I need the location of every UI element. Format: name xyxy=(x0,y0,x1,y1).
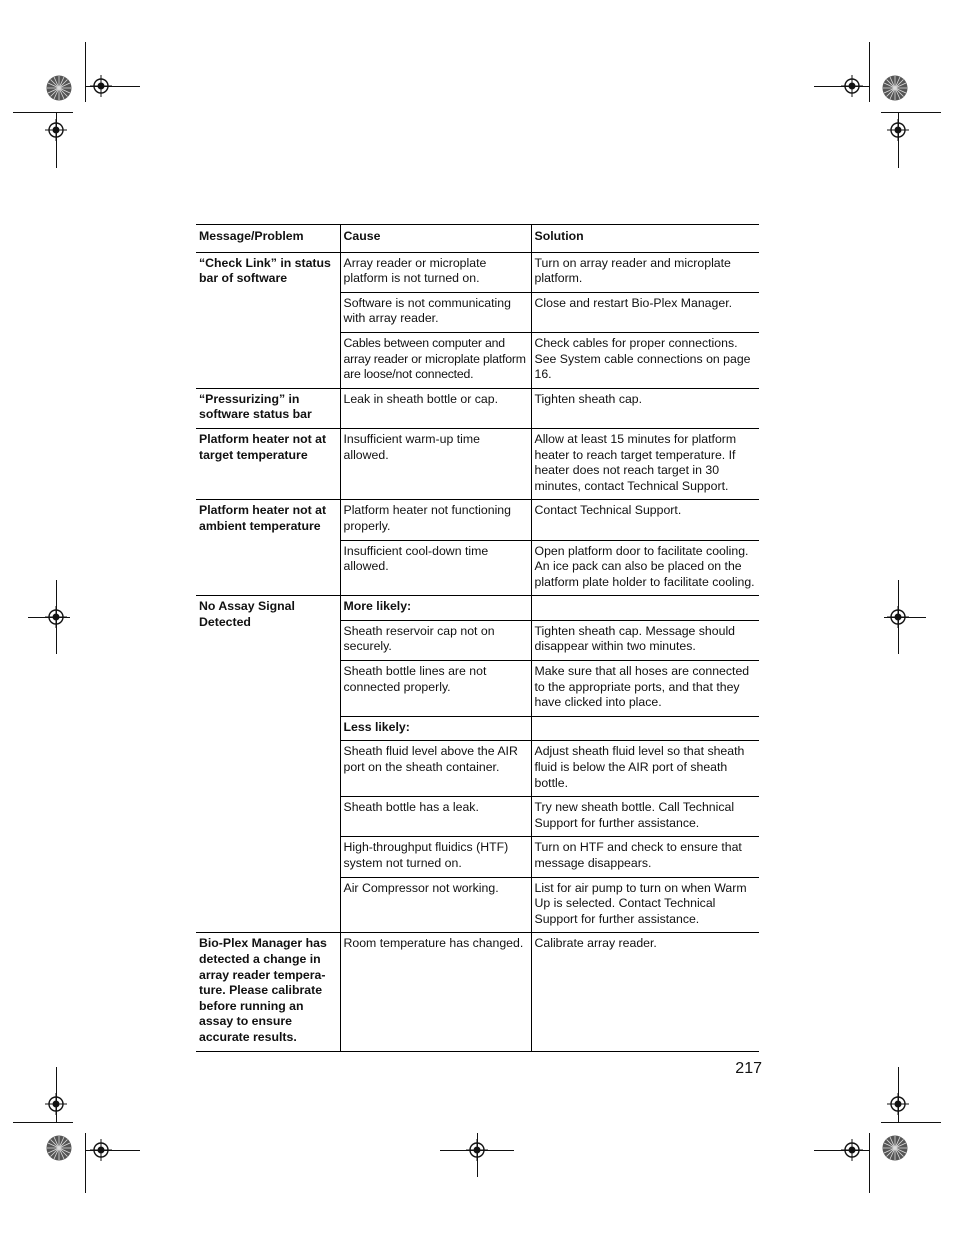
registration-mark-icon xyxy=(887,119,909,141)
likelihood-subheading: Less likely: xyxy=(340,716,531,741)
table-row xyxy=(196,596,759,621)
crop-mark xyxy=(869,1133,870,1193)
cause-cell: Sheath bottle has a leak. xyxy=(340,797,531,837)
solution-cell: Calibrate array reader. xyxy=(531,933,759,1051)
solution-cell: Make sure that all hoses are connected to the appropriate ports, and that they have clicked into place. xyxy=(531,661,759,717)
cause-cell: Room temperature has changed. xyxy=(340,933,531,1051)
solution-cell: Open platform door to facilitate cooling. An ice pack can also be placed on the platform plate holder to facilitate cooling. xyxy=(531,540,759,596)
cause-cell: Sheath bottle lines are not connected properly. xyxy=(340,661,531,717)
solution-cell: Close and restart Bio-Plex Manager. xyxy=(531,292,759,332)
solution-cell: List for air pump to turn on when Warm Up is selected. Contact Technical Support for further assistance. xyxy=(531,877,759,933)
page-number: 217 xyxy=(735,1060,762,1077)
table-row xyxy=(196,500,759,540)
header-problem: Message/Problem xyxy=(196,225,340,253)
registration-mark-icon xyxy=(45,1093,67,1115)
problem-cell: Bio-Plex Manager has detected a change in array reader tempera-ture. Please calibrate before running an assay to ensure accurate results. xyxy=(196,933,340,1051)
likelihood-subheading: More likely: xyxy=(340,596,531,621)
crop-mark xyxy=(869,42,870,102)
cause-cell: Platform heater not functioning properly. xyxy=(340,500,531,540)
registration-mark-icon xyxy=(45,606,67,628)
cause-cell: Cables between computer and array reader or microplate platform are loose/not connected. xyxy=(340,332,531,388)
registration-mark-icon xyxy=(466,1139,488,1161)
cause-cell: Software is not communicating with array reader. xyxy=(340,292,531,332)
registration-mark-icon xyxy=(887,1093,909,1115)
problem-cell: “Check Link” in status bar of software xyxy=(196,252,340,388)
solution-cell: Contact Technical Support. xyxy=(531,500,759,540)
cause-cell: Leak in sheath bottle or cap. xyxy=(340,388,531,428)
cause-cell: Array reader or microplate platform is not turned on. xyxy=(340,252,531,292)
cause-cell: Insufficient warm-up time allowed. xyxy=(340,428,531,499)
cause-cell: High-throughput fluidics (HTF) system not turned on. xyxy=(340,837,531,877)
solution-cell: Turn on array reader and microplate platform. xyxy=(531,252,759,292)
solution-cell: Allow at least 15 minutes for platform heater to reach target temperature. If heater does not reach target in 30 minutes, contact Technical Support. xyxy=(531,428,759,499)
solution-cell: Tighten sheath cap. Message should disappear within two minutes. xyxy=(531,620,759,660)
cause-cell: Sheath reservoir cap not on securely. xyxy=(340,620,531,660)
crop-mark xyxy=(881,112,941,113)
solution-cell: Adjust sheath fluid level so that sheath fluid is below the AIR port of sheath bottle. xyxy=(531,741,759,797)
problem-cell: “Pressurizing” in software status bar xyxy=(196,388,340,428)
troubleshooting-table xyxy=(196,224,759,1052)
crop-mark xyxy=(13,1122,73,1123)
solution-cell: Try new sheath bottle. Call Technical Support for further assistance. xyxy=(531,797,759,837)
solution-cell: Check cables for proper connections. See System cable connections on page 16. xyxy=(531,332,759,388)
crop-mark xyxy=(13,112,73,113)
solution-cell: Turn on HTF and check to ensure that message disappears. xyxy=(531,837,759,877)
crop-mark xyxy=(85,42,86,102)
problem-cell: Platform heater not at target temperature xyxy=(196,428,340,499)
registration-mark-icon xyxy=(90,75,112,97)
crop-mark xyxy=(85,1133,86,1193)
table-row xyxy=(196,933,759,1051)
cause-cell: Insufficient cool-down time allowed. xyxy=(340,540,531,596)
table-header-row xyxy=(196,225,759,253)
table-row xyxy=(196,428,759,499)
registration-mark-icon xyxy=(841,1139,863,1161)
registration-mark-icon xyxy=(90,1139,112,1161)
registration-mark-icon xyxy=(45,119,67,141)
registration-mark-icon xyxy=(841,75,863,97)
color-star-target-icon xyxy=(46,1135,72,1161)
table-row xyxy=(196,252,759,292)
color-star-target-icon xyxy=(46,75,72,101)
cause-cell: Air Compressor not working. xyxy=(340,877,531,933)
crop-mark xyxy=(881,1122,941,1123)
cause-cell: Sheath fluid level above the AIR port on the sheath container. xyxy=(340,741,531,797)
color-star-target-icon xyxy=(882,75,908,101)
color-star-target-icon xyxy=(882,1135,908,1161)
registration-mark-icon xyxy=(887,606,909,628)
solution-cell xyxy=(531,716,759,741)
solution-cell xyxy=(531,596,759,621)
table-row xyxy=(196,388,759,428)
problem-cell: Platform heater not at ambient temperature xyxy=(196,500,340,596)
header-solution: Solution xyxy=(531,225,759,253)
solution-cell: Tighten sheath cap. xyxy=(531,388,759,428)
problem-cell: No Assay Signal Detected xyxy=(196,596,340,933)
header-cause: Cause xyxy=(340,225,531,253)
